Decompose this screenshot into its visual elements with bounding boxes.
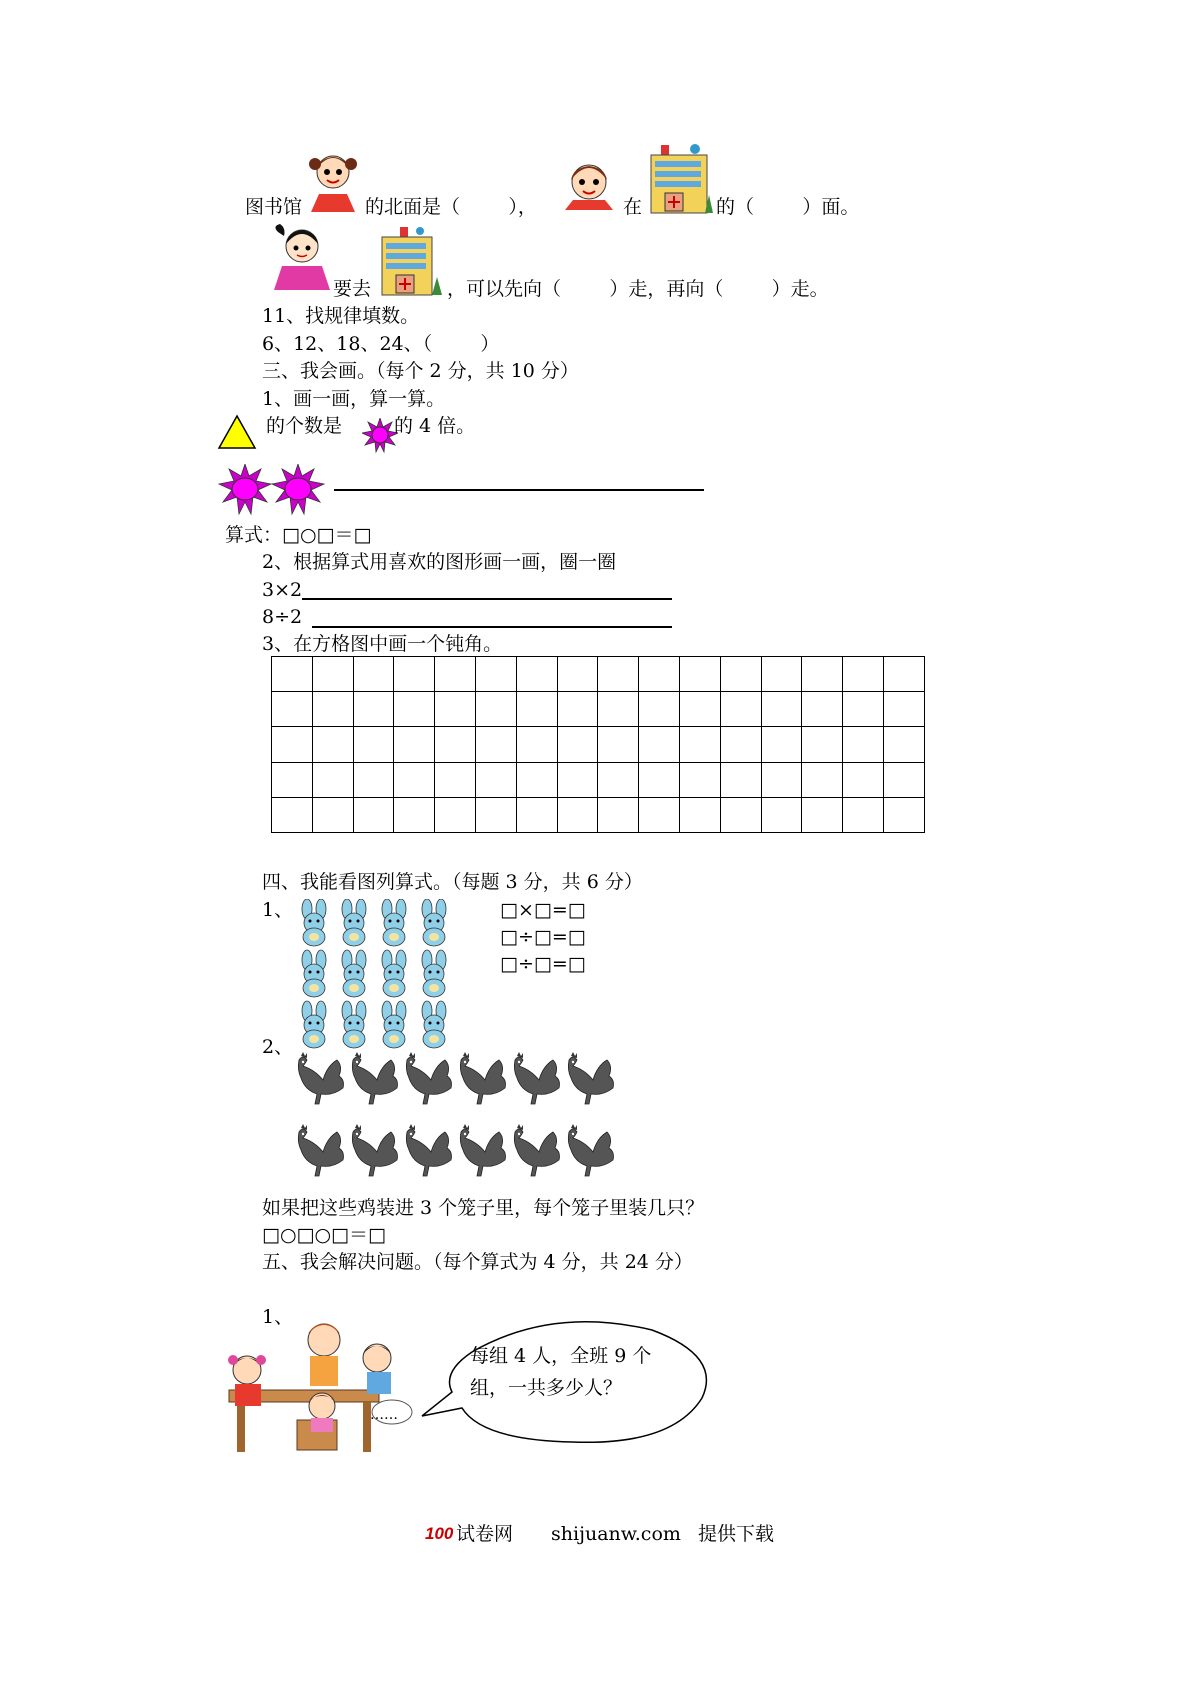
section4-q1-eq1: □×□=□	[500, 899, 586, 921]
small-bubble-text: ……	[370, 1407, 398, 1423]
classroom-children-icon	[217, 1310, 427, 1460]
section4-q2-formula: □○□○□＝□	[262, 1224, 386, 1246]
section3-q3-title: 3、在方格图中画一个钝角。	[262, 633, 503, 655]
girl-short-hair-icon	[557, 158, 621, 210]
rabbit-icon	[422, 899, 446, 946]
section4-header: 四、我能看图列算式。（每题 3 分，共 6 分）	[262, 871, 643, 893]
direction-line1-text-a: 图书馆	[245, 196, 303, 218]
section3-header: 三、我会画。（每个 2 分，共 10 分）	[262, 360, 579, 382]
rabbit-icon	[302, 950, 326, 997]
rooster-icon	[514, 1124, 559, 1176]
library-building-icon	[645, 143, 715, 215]
rooster-group	[293, 1052, 623, 1182]
section3-q1-text-a: 的个数是	[266, 415, 343, 437]
sun-icon	[270, 464, 326, 516]
rabbit-icon	[342, 1001, 366, 1048]
rooster-icon	[460, 1052, 505, 1104]
rooster-icon	[406, 1052, 451, 1104]
section3-q2-title: 2、根据算式用喜欢的图形画一画，圈一圈	[262, 551, 617, 573]
section3-q2-expr2: 8÷2	[262, 606, 303, 628]
rabbit-icon	[302, 899, 326, 946]
sun-icon	[217, 464, 273, 516]
section5-header: 五、我会解决问题。（每个算式为 4 分，共 24 分）	[262, 1251, 693, 1273]
section4-q1-eq3: □÷□=□	[500, 953, 586, 975]
section4-q1-eq2: □÷□=□	[500, 926, 586, 948]
grid-row	[272, 762, 925, 797]
grid-row	[272, 727, 925, 762]
section3-q2-expr1: 3×2	[262, 579, 303, 601]
rabbit-icon	[422, 950, 446, 997]
rooster-icon	[352, 1124, 397, 1176]
direction-line2-text-b: ，可以先向（ ）走，再向（ ）走。	[447, 278, 829, 300]
direction-line1-text-c: 在	[623, 196, 643, 218]
rooster-icon	[460, 1124, 505, 1176]
section3-q1-title: 1、画一画，算一算。	[262, 388, 446, 410]
rabbit-icon	[342, 950, 366, 997]
grid-row	[272, 692, 925, 727]
rooster-icon	[298, 1052, 343, 1104]
rabbit-icon	[382, 950, 406, 997]
q11-sequence: 6、12、18、24、（ ）	[262, 333, 500, 355]
footer-domain[interactable]: shijuanw.com	[551, 1523, 681, 1545]
answer-line[interactable]	[312, 626, 672, 628]
rooster-icon	[352, 1052, 397, 1104]
rabbit-icon	[382, 899, 406, 946]
footer-logo: 100	[425, 1524, 454, 1543]
q11-title: 11、找规律填数。	[262, 305, 420, 327]
rooster-icon	[568, 1052, 613, 1104]
section3-q1-formula: 算式：□○□＝□	[225, 524, 372, 546]
sun-icon	[362, 418, 398, 454]
girl-ponytail-icon	[270, 222, 332, 290]
speech-bubble-text: 每组 4 人，全班 9 个组，一共多少人？	[470, 1345, 652, 1399]
rooster-icon	[568, 1124, 613, 1176]
section5-q1-num: 1、	[262, 1306, 294, 1328]
direction-line2-text-a: 要去	[333, 278, 372, 300]
rooster-icon	[406, 1124, 451, 1176]
rabbit-icon	[302, 1001, 326, 1048]
grid-row	[272, 657, 925, 692]
rabbit-icon	[422, 1001, 446, 1048]
direction-line1-text-b: 的北面是（ ），	[365, 196, 537, 218]
rooster-icon	[298, 1124, 343, 1176]
rabbit-icon	[342, 899, 366, 946]
answer-line[interactable]	[334, 489, 704, 491]
girl-pigtails-icon	[305, 148, 361, 212]
section4-q2-question: 如果把这些鸡装进 3 个笼子里，每个笼子里装几只？	[262, 1197, 705, 1219]
footer-note: 提供下载	[698, 1523, 775, 1545]
rooster-icon	[514, 1052, 559, 1104]
rabbit-icon	[382, 1001, 406, 1048]
grid-row	[272, 797, 925, 832]
drawing-grid[interactable]	[271, 656, 925, 833]
yellow-triangle-icon	[217, 414, 257, 450]
rabbit-group	[295, 899, 455, 1049]
footer-site-name: 试卷网	[456, 1523, 514, 1545]
library-building-icon	[376, 227, 446, 297]
section4-q1-num: 1、	[262, 899, 294, 921]
section4-q2-num: 2、	[262, 1036, 294, 1058]
answer-line[interactable]	[302, 598, 672, 600]
direction-line1-text-d: 的（ ）面。	[716, 196, 860, 218]
section3-q1-text-b: 的 4 倍。	[394, 415, 476, 437]
